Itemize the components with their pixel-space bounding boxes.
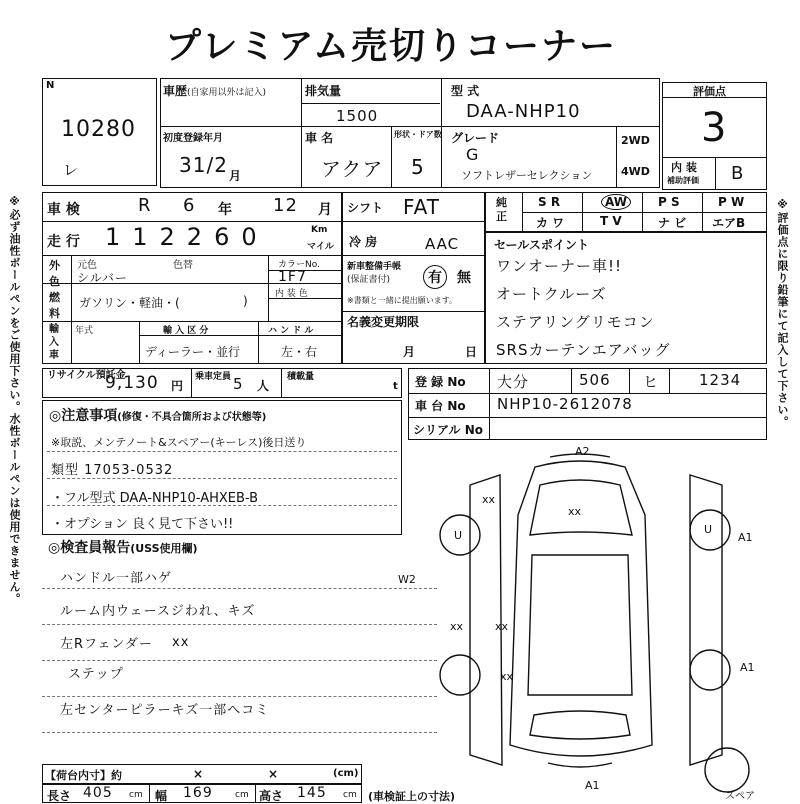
notes-label: ◎注意事項(修復・不具合箇所および状態等) [49,408,267,424]
outer-color-label: 外色 [49,259,60,288]
spare-label: スペア [725,791,755,802]
capacity-unit: 人 [257,379,270,393]
displacement-label: 排気量 [305,84,342,98]
interior-value: B [731,163,745,184]
recycle-value: 9,130 [105,373,159,393]
recycle-label: リサイクル預託金 [47,370,126,381]
import-section-value[interactable]: ディーラー・並行 [145,345,241,359]
displacement-value: 1500 [336,107,379,125]
cargo-unit: (cm) [333,768,359,779]
mark-a1-right-front: A1 [738,531,753,544]
sales-point-1: ワンオーナー車!! [496,257,623,275]
name-change-label: 名義変更期限 [347,315,420,329]
mark-u-left: U [454,529,463,542]
manual-yes[interactable]: 有 [423,265,447,289]
cargo-x2: × [268,767,279,781]
cargo-x1: × [193,767,204,781]
cargo-label: 【荷台内寸】約 [45,769,122,782]
manual-note: ※書類と一緒に提出願います。 [347,296,458,305]
inspection-year-unit: 年 [218,202,232,218]
mark-u-right: U [704,523,713,536]
import-label: 輸入車 [49,324,59,361]
first-reg-unit: 月 [229,169,242,183]
dimensions-row [42,784,362,803]
import-year-label: 年式 [75,326,94,336]
dims-note: (車検証上の寸法) [368,790,456,803]
grade-sub: ソフトレザーセレクション [461,169,593,182]
manual-sub: (保証書付) [347,275,391,285]
manual-label: 新車整備手帳 [347,262,402,272]
height-value: 145 [297,785,327,801]
mark-xx-roof: xx [568,505,582,518]
ac-value: AAC [425,235,460,253]
note-line-1: ※取説、メンテノート&スペアー(キーレス)後日送り [51,436,307,449]
inspection-month: 12 [273,195,298,216]
model-value: DAA-NHP10 [466,101,581,122]
equip-leather: カ ワ [536,216,565,230]
equip-aw: AW [601,194,631,210]
fuel-close: ) [243,294,248,308]
sales-points-box [485,232,767,364]
car-name-value: アクア [321,157,384,181]
height-unit: cm [343,790,357,800]
inspector-line-5: 左センターピラーキズ一部へコミ [60,703,270,718]
shift-label: シフト [347,201,384,215]
equip-tv: T V [600,214,622,228]
shift-value: FAT [403,195,441,219]
car-name-label: 車 名 [305,131,334,145]
fuel-label: 燃料 [49,291,60,320]
equip-sr: S R [538,195,561,209]
inspector-label: ◎検査員報告(USS使用欄) [48,540,198,556]
sales-point-2: オートクルーズ [496,285,607,303]
interior-color-label: 内 装 色 [275,289,308,299]
sales-points-label: セールスポイント [494,238,589,252]
import-section-label: 輸 入 区 分 [163,326,209,336]
side-note-left: ※必ず油性ボールペンをご使用下さい。水性ボールペンは使用できません。 [8,195,21,605]
registration-kana: ヒ [643,373,660,391]
inspection-month-unit: 月 [318,202,332,218]
inspection-era: R [138,195,152,216]
note-line-3: ・フル型式 DAA-NHP10-AHXEB-B [51,491,259,506]
name-change-day: 日 [465,345,478,359]
inspector-block [42,535,437,760]
width-unit: cm [235,790,249,800]
load-label: 積載量 [287,372,315,382]
grade-value: G [466,145,480,164]
registration-area: 大分 [497,373,530,391]
doors-label: 形状・ドア数 [394,130,442,139]
inspector-line-1: ハンドル一部ハゲ [60,571,173,586]
lot-label: N [46,80,55,91]
manual-no[interactable]: 無 [457,270,471,286]
sales-point-4: SRSカーテンエアバッグ [496,341,671,359]
color-no-value: 1F7 [278,269,307,285]
mark-a2: A2 [575,445,590,458]
length-unit: cm [129,790,143,800]
inspector-line-2: ルーム内ウェースジわれ、キズ [60,604,256,619]
length-label: 長さ [47,789,72,803]
changed-color-label: 色替 [173,260,193,271]
mark-a1-bottom: A1 [585,779,600,792]
inspection-label: 車 検 [47,202,80,218]
equip-pw: P W [718,195,745,209]
mileage-value: 112260 [105,223,269,251]
drive-4wd[interactable]: 4WD [621,165,650,178]
mark-xx-top-left: xx [482,493,496,506]
equip-navi: ナ ビ [658,216,687,230]
vehicle-header-block [160,78,660,188]
load-unit: t [393,381,398,392]
color-value: シルバー [77,271,128,285]
grade-label: グレード [451,131,500,145]
model-label: 型 式 [451,84,480,98]
rating-label: 評価点 [693,85,726,98]
ac-label: 冷 房 [349,235,378,249]
registration-block [408,368,767,440]
history-label: 車歴(自家用以外は記入) [163,84,267,98]
width-label: 幅 [155,789,168,803]
height-label: 高さ [259,789,284,803]
sales-point-3: ステアリングリモコン [496,313,655,331]
length-value: 405 [83,785,113,801]
recycle-row [42,368,402,398]
width-value: 169 [183,785,213,801]
spec-block-left [42,192,342,364]
registration-number: 1234 [699,371,742,389]
interior-label: 内 装 [671,161,697,174]
spec-block-mid [342,192,485,364]
side-note-right: ※評価点に限り鉛筆にて記入して下さい。 [776,198,789,428]
mark-xx-left-rear: xx [500,670,514,683]
lot-box [42,78,157,186]
inspector-line-3: 左Rフェンダー [60,637,153,652]
handle-label: ハ ン ド ル [268,326,314,336]
rating-box [662,82,767,190]
mark-xx-left-mid: xx [450,620,464,633]
original-color-label: 元色 [77,260,97,271]
registration-class: 506 [579,371,611,389]
chassis-value: NHP10-2612078 [497,395,633,413]
mileage-unit-mile: マイル [307,242,334,252]
page-title: プレミアム売切りコーナー [165,26,618,67]
inspection-year: 6 [183,195,196,216]
interior-sub: 補助評価 [667,176,699,185]
cargo-row [42,764,362,784]
lot-mark: レ [63,161,80,179]
note-line-2: 類型 17053-0532 [51,463,174,478]
mileage-label: 走 行 [47,234,80,250]
equip-airbag: エアB [712,216,746,230]
name-change-month: 月 [403,345,416,359]
notes-block [42,400,402,535]
fuel-options[interactable]: ガソリン・軽油・( [79,296,180,310]
mark-xx-body-left: xx [495,620,509,633]
mileage-unit-km: Km [311,225,328,235]
doors-value: 5 [411,155,425,179]
note-line-4: ・オプション 良く見て下さい!! [51,517,234,532]
mark-a1-right-rear: A1 [740,661,755,674]
equipment-grid [485,192,767,232]
first-reg-value: 31/2 [179,153,228,177]
color-no-label: カラーNo. [278,260,320,270]
inspector-xx: xx [172,635,190,650]
rating-value: 3 [701,105,728,151]
handle-value[interactable]: 左・右 [281,345,318,359]
recycle-unit: 円 [171,379,184,393]
mark-w2: W2 [398,573,416,586]
equipment-label: 純正 [496,196,507,223]
capacity-value: 5 [233,375,244,393]
registration-label: 登 録 No [415,375,466,389]
inspector-line-4: ステップ [68,667,124,682]
chassis-label: 車 台 No [415,399,466,413]
drive-2wd[interactable]: 2WD [621,134,650,147]
capacity-label: 乗車定員 [195,372,232,382]
serial-label: シリアル No [413,423,483,437]
first-reg-label: 初度登録年月 [163,133,223,144]
lot-number: 10280 [61,117,136,142]
equip-ps: P S [658,195,680,209]
